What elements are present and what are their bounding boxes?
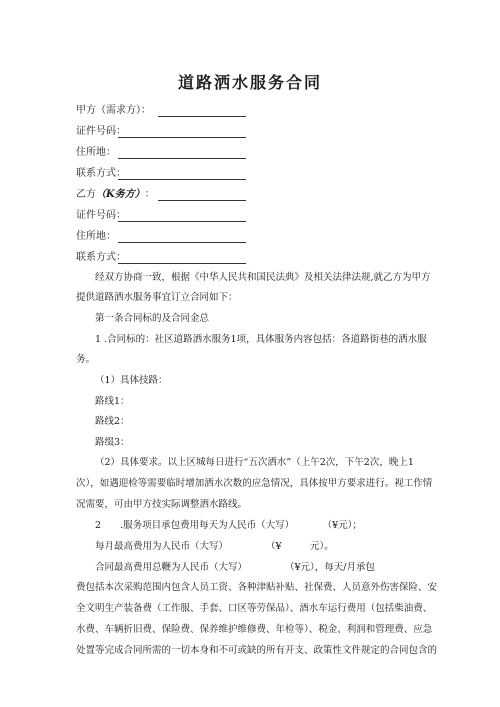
- party-b-name-prefix: 乙方: [76, 189, 96, 200]
- party-a-address-label: 住所地：: [76, 147, 116, 158]
- intro-line-1: 经双方协商一致，根据《中华人民共和国民法典》及相关法律法规,就乙方为甲方: [95, 272, 431, 283]
- party-a-address-row: [76, 146, 116, 160]
- route-3: 路缀3：: [95, 437, 130, 448]
- party-b-address-blank[interactable]: [118, 242, 246, 243]
- party-b-address-row: [76, 230, 116, 244]
- party-b-name-suffix: ：: [144, 189, 155, 200]
- party-a-name-label: 甲方（需求方）：: [76, 105, 151, 116]
- party-a-contact-label: 联系方式：: [76, 168, 126, 179]
- party-a-name-blank[interactable]: [158, 116, 246, 117]
- party-b-id-row: [76, 209, 126, 223]
- party-b-contact-label: 联系方式：: [76, 252, 126, 263]
- item-1-line-a: 1 .合同标的：社区道路洒水服务1项，具体服务内容包括：各道路街巷的洒水服: [95, 334, 427, 345]
- sub-1-heading: （1）具体技路：: [95, 375, 168, 386]
- item-2-line-f: 水费、车辆折旧费、保险费、保养维护维修费、年检等）、税金、利润和管理费、应急: [76, 624, 433, 635]
- article-1-heading: 第一条合同标的及合同金总: [95, 313, 210, 324]
- item-1-line-b: 务。: [76, 354, 96, 365]
- party-b-id-label: 证件号码：: [76, 210, 126, 221]
- item-2-line-c: 合同最高费用总鞭为人民币（大写） （¥元），每天/月承包: [95, 562, 375, 573]
- document-title: 道路洒水服务合同: [177, 73, 322, 92]
- sub-2-line-a: （2）具体要求。以上区城每日进行“五次洒水”（上午2次，下午2次，晚上1: [95, 457, 414, 468]
- item-2-line-a: 2 .服务项目承包费用每天为人民币（大写） （¥元）；: [95, 520, 362, 531]
- party-a-name-row: [76, 104, 151, 118]
- item-2-line-g: 处置等完成合同所需的一切本身和不可或缺的所有开支、政策性文件规定的合同包含的: [76, 645, 438, 656]
- party-b-id-blank[interactable]: [118, 221, 246, 222]
- item-2-line-b: 每月最高费用为人民币（大写） （¥ 元）。: [95, 541, 334, 552]
- route-2: 路线2：: [95, 416, 130, 427]
- party-a-contact-row: [76, 167, 126, 181]
- party-a-address-blank[interactable]: [118, 158, 246, 159]
- intro-line-2: 提供道路洒水服务事宜订立合同如下：: [76, 292, 238, 303]
- party-b-name-blank[interactable]: [158, 200, 246, 201]
- party-b-name-row: [76, 188, 155, 202]
- party-a-id-label: 证件号码：: [76, 126, 126, 137]
- party-b-name-middle: （K务方）: [96, 189, 145, 200]
- party-b-address-label: 住所地：: [76, 231, 116, 242]
- party-b-contact-blank[interactable]: [118, 263, 246, 264]
- party-a-id-row: [76, 125, 126, 139]
- sub-2-line-c: 况需要，可由甲方技实际调整洒水路线。: [76, 499, 248, 510]
- party-b-contact-row: [76, 251, 126, 265]
- item-2-line-d: 费包括本次采购范围内包含人员工资、各种津贴补贴、社保费、人员意外伤害保险、安: [76, 582, 438, 593]
- item-2-line-e: 全文明生产装备费（工作服、手套、口区等劳保品）、酒水车运行费用（包括柴油费、: [76, 603, 433, 614]
- route-1: 路线1：: [95, 396, 130, 407]
- party-a-id-blank[interactable]: [118, 137, 246, 138]
- sub-2-line-b: 次），如遇迎检等需要临时增加洒水次数的应急情况，具体按甲方要求进行。视工作情: [76, 478, 433, 489]
- party-a-contact-blank[interactable]: [118, 179, 246, 180]
